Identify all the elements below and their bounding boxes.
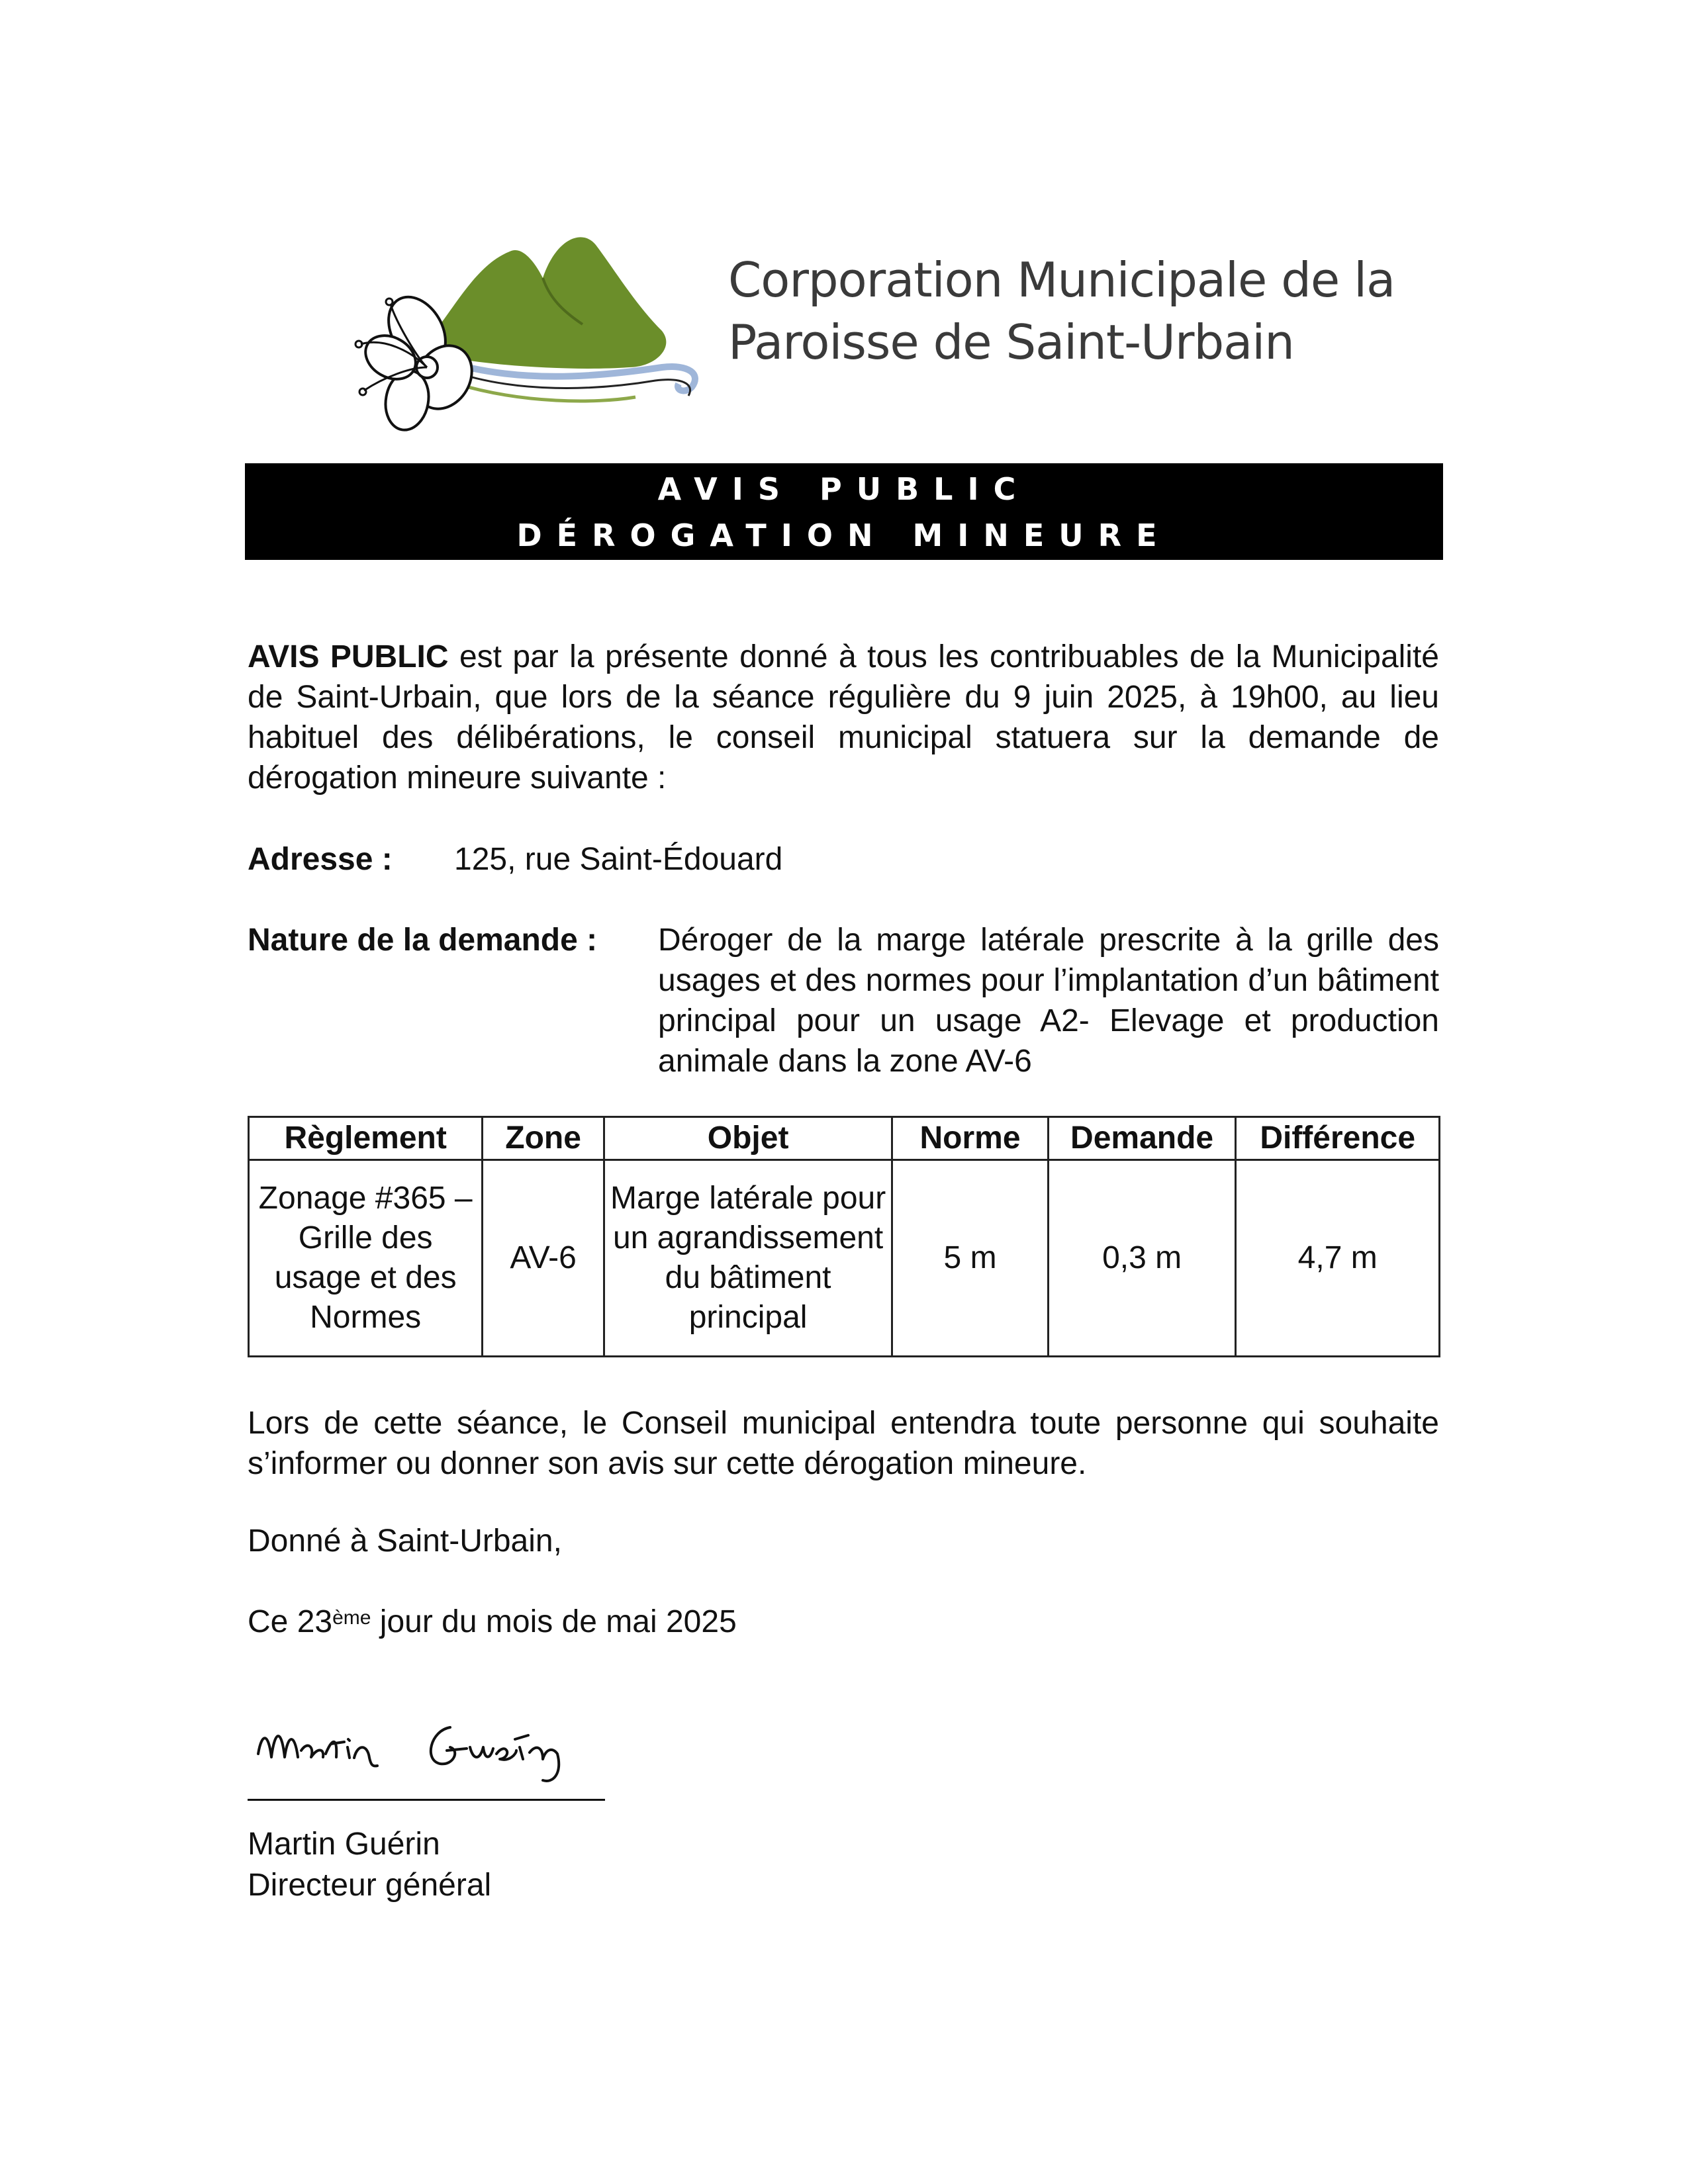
- logo-line-1: Corporation Municipale de la: [728, 252, 1395, 308]
- handwritten-signature: [252, 1701, 649, 1794]
- table-header-row: [249, 1117, 1440, 1160]
- logo-title: [728, 249, 1395, 373]
- intro-paragraph: [248, 637, 1439, 798]
- banner-title: AVIS PUBLIC: [657, 471, 1031, 507]
- table-row: [249, 1160, 1440, 1357]
- nature-label: Nature de la demande :: [248, 923, 598, 958]
- header-reglement: Règlement: [249, 1117, 483, 1160]
- address-label: Adresse :: [248, 842, 393, 877]
- mountain-flower-logo-icon: [344, 225, 715, 443]
- cell-difference: 4,7 m: [1236, 1160, 1440, 1357]
- cell-zone: AV-6: [483, 1160, 604, 1357]
- municipal-logo: [344, 225, 1395, 443]
- notice-banner: [245, 463, 1443, 560]
- date-line: Ce 23ème jour du mois de mai 2025: [248, 1604, 737, 1639]
- cell-objet: Marge latérale pour un agrandissement du bâtiment principal: [604, 1160, 892, 1357]
- header-objet: Objet: [604, 1117, 892, 1160]
- header-difference: Différence: [1236, 1117, 1440, 1160]
- cell-demande: 0,3 m: [1048, 1160, 1236, 1357]
- logo-line-2: Paroisse de Saint-Urbain: [728, 314, 1294, 370]
- closing-paragraph: Lors de cette séance, le Conseil municipal entendra toute personne qui souhaite s’informer ou donner son avis sur cette dérogation mineure.: [248, 1406, 1439, 1481]
- signature-line: [248, 1799, 605, 1801]
- header-demande: Demande: [1048, 1117, 1236, 1160]
- header-norme: Norme: [892, 1117, 1048, 1160]
- given-at: Donné à Saint-Urbain,: [248, 1524, 562, 1559]
- signer-title: Directeur général: [248, 1868, 492, 1903]
- address-value: 125, rue Saint-Édouard: [454, 842, 783, 877]
- signer-name: Martin Guérin: [248, 1827, 440, 1862]
- intro-text: est par la présente donné à tous les contribuables de la Municipalité de Saint-Urbain, que lors de la séance régulière du 9 juin 2025, à 19h00, au lieu habituel des délibérations, le conseil municipal statuera sur la demande de dérogation mineure suivante :: [248, 639, 1439, 796]
- cell-reglement: Zonage #365 – Grille des usage et des Normes: [249, 1160, 483, 1357]
- banner-subtitle: DÉROGATION MINEURE: [516, 518, 1172, 553]
- header-zone: Zone: [483, 1117, 604, 1160]
- derogation-table: [248, 1116, 1440, 1357]
- cell-norme: 5 m: [892, 1160, 1048, 1357]
- nature-value: Déroger de la marge latérale prescrite à la grille des usages et des normes pour l’implantation d’un bâtiment principal pour un usage A2- Elevage et production animale dans la zone AV-6: [658, 923, 1439, 1079]
- intro-lead: AVIS PUBLIC: [248, 639, 449, 674]
